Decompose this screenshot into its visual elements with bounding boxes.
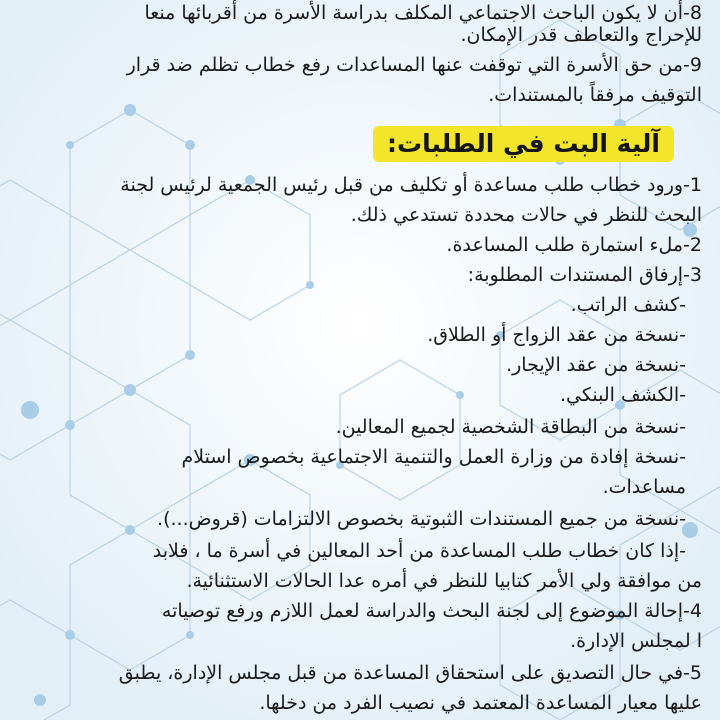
doc-ministry-letter-line-2: مساعدات. xyxy=(602,476,686,498)
doc-bank-statement: -الكشف البنكي. xyxy=(560,384,686,406)
step-2-line: 2-ملء استمارة طلب المساعدة. xyxy=(446,234,702,256)
doc-obligations: -نسخة من جميع المستندات الثبوتية بخصوص الالتزامات (قروض...). xyxy=(157,508,686,530)
doc-id-cards: -نسخة من البطاقة الشخصية لجميع المعالين. xyxy=(335,416,686,438)
doc-rent-contract: -نسخة من عقد الإيجار. xyxy=(506,354,686,376)
dependent-request-line-1: -إذا كان خطاب طلب المساعدة من أحد المعالين في أسرة ما ، فلابد xyxy=(152,540,686,562)
dependent-request-line-2: من موافقة ولي الأمر كتابيا للنظر في أمره عدا الحالات الاستثنائية. xyxy=(186,570,702,592)
step-5-line-2: عليها معيار المساعدة المعتمد في نصيب الفرد من دخلها. xyxy=(259,692,702,714)
item-9-line-1: 9-من حق الأسرة التي توقفت عنها المساعدات رفع خطاب تظلم ضد قرار xyxy=(126,54,702,76)
doc-salary-statement: -كشف الراتب. xyxy=(570,294,686,316)
doc-marriage-contract: -نسخة من عقد الزواج أو الطلاق. xyxy=(427,324,686,346)
item-8-line-2: للإحراج والتعاطف قدر الإمكان. xyxy=(460,24,702,46)
item-9-line-2: التوقيف مرفقاً بالمستندات. xyxy=(488,84,702,106)
step-1-line-2: البحث للنظر في حالات محددة تستدعي ذلك. xyxy=(350,204,702,226)
step-1-line-1: 1-ورود خطاب طلب مساعدة أو تكليف من قبل رئيس الجمعية لرئيس لجنة xyxy=(120,174,702,196)
item-8-line-1: 8-أن لا يكون الباحث الاجتماعي المكلف بدراسة الأسرة من أقربائها منعا xyxy=(144,2,702,24)
step-5-line-1: 5-في حال التصديق على استحقاق المساعدة من قبل مجلس الإدارة، يطبق xyxy=(118,662,702,684)
section-heading: آلية البت في الطلبات: xyxy=(373,126,674,162)
step-4-line-1: 4-إحالة الموضوع إلى لجنة البحث والدراسة لعمل اللازم ورفع توصياته xyxy=(161,600,702,622)
doc-ministry-letter-line-1: -نسخة إفادة من وزارة العمل والتنمية الاجتماعية بخصوص استلام xyxy=(181,446,686,468)
step-3-line: 3-إرفاق المستندات المطلوبة: xyxy=(467,264,702,286)
step-4-line-2: ا لمجلس الإدارة. xyxy=(570,630,702,652)
